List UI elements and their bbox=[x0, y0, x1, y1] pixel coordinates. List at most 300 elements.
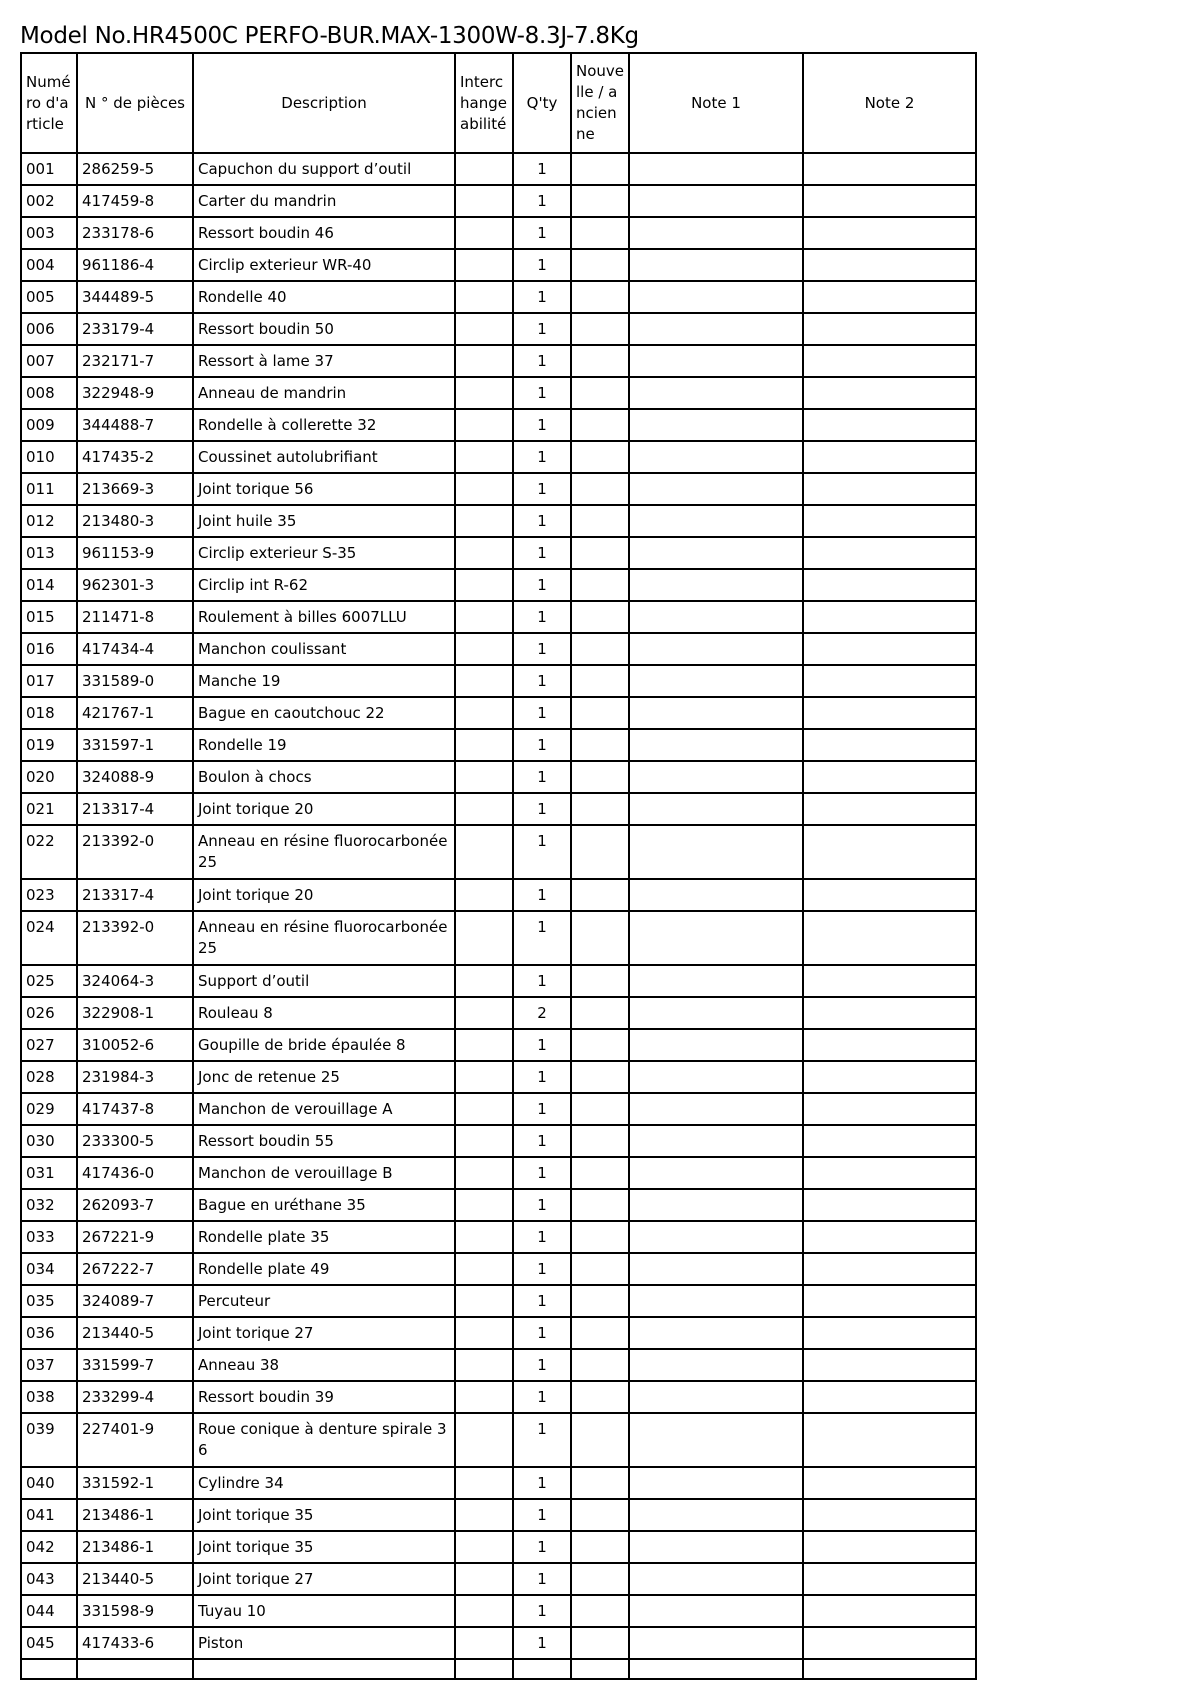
qty-cell: 1 bbox=[513, 1499, 571, 1531]
item-no-cell: 043 bbox=[21, 1563, 77, 1595]
note-2-cell bbox=[803, 1381, 976, 1413]
description-cell: Rondelle plate 49 bbox=[193, 1253, 455, 1285]
note-2-cell bbox=[803, 729, 976, 761]
empty-cell bbox=[77, 1659, 193, 1679]
page-title: Model No.HR4500C PERFO-BUR.MAX-1300W-8.3J-7.8Kg bbox=[20, 23, 639, 49]
part-no-cell: 961186-4 bbox=[77, 249, 193, 281]
interchangeability-cell bbox=[455, 1531, 513, 1563]
note-2-cell bbox=[803, 601, 976, 633]
description-cell: Circlip int R-62 bbox=[193, 569, 455, 601]
table-row bbox=[21, 1189, 976, 1221]
qty-cell: 1 bbox=[513, 965, 571, 997]
interchangeability-cell bbox=[455, 281, 513, 313]
qty-cell: 1 bbox=[513, 1563, 571, 1595]
note-1-cell bbox=[629, 1627, 803, 1659]
new-old-cell bbox=[571, 601, 629, 633]
item-no-cell: 026 bbox=[21, 997, 77, 1029]
qty-cell: 1 bbox=[513, 825, 571, 879]
parts-table-body bbox=[21, 153, 976, 1679]
part-no-cell: 331597-1 bbox=[77, 729, 193, 761]
new-old-cell bbox=[571, 217, 629, 249]
description-cell: Joint torique 20 bbox=[193, 793, 455, 825]
item-no-cell: 014 bbox=[21, 569, 77, 601]
table-row bbox=[21, 633, 976, 665]
note-2-cell bbox=[803, 793, 976, 825]
new-old-cell bbox=[571, 729, 629, 761]
table-row bbox=[21, 281, 976, 313]
interchangeability-cell bbox=[455, 345, 513, 377]
description-cell: Percuteur bbox=[193, 1285, 455, 1317]
table-row bbox=[21, 153, 976, 185]
table-row bbox=[21, 1531, 976, 1563]
note-2-cell bbox=[803, 441, 976, 473]
table-row bbox=[21, 1221, 976, 1253]
note-1-cell bbox=[629, 965, 803, 997]
item-no-cell: 045 bbox=[21, 1627, 77, 1659]
note-1-cell bbox=[629, 911, 803, 965]
description-cell: Bague en uréthane 35 bbox=[193, 1189, 455, 1221]
interchangeability-cell bbox=[455, 377, 513, 409]
note-1-cell bbox=[629, 825, 803, 879]
interchangeability-cell bbox=[455, 1381, 513, 1413]
part-no-cell: 324089-7 bbox=[77, 1285, 193, 1317]
interchangeability-cell bbox=[455, 633, 513, 665]
description-cell: Rouleau 8 bbox=[193, 997, 455, 1029]
item-no-cell: 020 bbox=[21, 761, 77, 793]
new-old-cell bbox=[571, 1627, 629, 1659]
table-row-continued bbox=[21, 1659, 976, 1679]
table-row bbox=[21, 911, 976, 965]
note-1-cell bbox=[629, 345, 803, 377]
qty-cell: 1 bbox=[513, 1413, 571, 1467]
item-no-cell: 022 bbox=[21, 825, 77, 879]
new-old-cell bbox=[571, 505, 629, 537]
interchangeability-cell bbox=[455, 697, 513, 729]
new-old-cell bbox=[571, 569, 629, 601]
table-row bbox=[21, 1125, 976, 1157]
interchangeability-cell bbox=[455, 217, 513, 249]
interchangeability-cell bbox=[455, 1125, 513, 1157]
item-no-cell: 002 bbox=[21, 185, 77, 217]
header-note-2: Note 2 bbox=[803, 53, 976, 153]
description-cell: Anneau de mandrin bbox=[193, 377, 455, 409]
note-2-cell bbox=[803, 1563, 976, 1595]
description-cell: Cylindre 34 bbox=[193, 1467, 455, 1499]
qty-cell: 1 bbox=[513, 473, 571, 505]
item-no-cell: 010 bbox=[21, 441, 77, 473]
item-no-cell: 003 bbox=[21, 217, 77, 249]
qty-cell: 1 bbox=[513, 1349, 571, 1381]
interchangeability-cell bbox=[455, 249, 513, 281]
interchangeability-cell bbox=[455, 879, 513, 911]
interchangeability-cell bbox=[455, 1253, 513, 1285]
note-1-cell bbox=[629, 473, 803, 505]
item-no-cell: 016 bbox=[21, 633, 77, 665]
item-no-cell: 040 bbox=[21, 1467, 77, 1499]
new-old-cell bbox=[571, 911, 629, 965]
qty-cell: 1 bbox=[513, 729, 571, 761]
description-cell: Jonc de retenue 25 bbox=[193, 1061, 455, 1093]
interchangeability-cell bbox=[455, 153, 513, 185]
qty-cell: 1 bbox=[513, 153, 571, 185]
interchangeability-cell bbox=[455, 1595, 513, 1627]
header-part-no: N ° de pièces bbox=[77, 53, 193, 153]
item-no-cell: 031 bbox=[21, 1157, 77, 1189]
qty-cell: 1 bbox=[513, 569, 571, 601]
new-old-cell bbox=[571, 1253, 629, 1285]
part-no-cell: 233299-4 bbox=[77, 1381, 193, 1413]
part-no-cell: 213317-4 bbox=[77, 793, 193, 825]
note-2-cell bbox=[803, 1531, 976, 1563]
new-old-cell bbox=[571, 249, 629, 281]
qty-cell: 1 bbox=[513, 1157, 571, 1189]
table-row bbox=[21, 1413, 976, 1467]
new-old-cell bbox=[571, 1093, 629, 1125]
item-no-cell: 017 bbox=[21, 665, 77, 697]
note-2-cell bbox=[803, 1499, 976, 1531]
new-old-cell bbox=[571, 1531, 629, 1563]
table-row bbox=[21, 217, 976, 249]
table-row bbox=[21, 345, 976, 377]
new-old-cell bbox=[571, 409, 629, 441]
note-2-cell bbox=[803, 1125, 976, 1157]
table-row bbox=[21, 965, 976, 997]
note-1-cell bbox=[629, 377, 803, 409]
table-row bbox=[21, 1349, 976, 1381]
description-cell: Ressort boudin 46 bbox=[193, 217, 455, 249]
note-1-cell bbox=[629, 249, 803, 281]
note-1-cell bbox=[629, 1595, 803, 1627]
part-no-cell: 417435-2 bbox=[77, 441, 193, 473]
description-cell: Boulon à chocs bbox=[193, 761, 455, 793]
description-cell: Piston bbox=[193, 1627, 455, 1659]
interchangeability-cell bbox=[455, 911, 513, 965]
qty-cell: 2 bbox=[513, 997, 571, 1029]
part-no-cell: 213440-5 bbox=[77, 1317, 193, 1349]
note-1-cell bbox=[629, 665, 803, 697]
new-old-cell bbox=[571, 1413, 629, 1467]
interchangeability-cell bbox=[455, 1285, 513, 1317]
qty-cell: 1 bbox=[513, 911, 571, 965]
table-row bbox=[21, 665, 976, 697]
description-cell: Ressort à lame 37 bbox=[193, 345, 455, 377]
item-no-cell: 033 bbox=[21, 1221, 77, 1253]
interchangeability-cell bbox=[455, 1317, 513, 1349]
part-no-cell: 421767-1 bbox=[77, 697, 193, 729]
note-1-cell bbox=[629, 633, 803, 665]
item-no-cell: 008 bbox=[21, 377, 77, 409]
description-cell: Roue conique à denture spirale 36 bbox=[193, 1413, 455, 1467]
note-2-cell bbox=[803, 569, 976, 601]
description-cell: Manchon de verouillage B bbox=[193, 1157, 455, 1189]
table-row bbox=[21, 1381, 976, 1413]
description-cell: Joint torique 35 bbox=[193, 1499, 455, 1531]
new-old-cell bbox=[571, 473, 629, 505]
table-row bbox=[21, 1563, 976, 1595]
new-old-cell bbox=[571, 1317, 629, 1349]
interchangeability-cell bbox=[455, 997, 513, 1029]
header-new-old: Nouvelle / ancienne bbox=[571, 53, 629, 153]
new-old-cell bbox=[571, 185, 629, 217]
interchangeability-cell bbox=[455, 825, 513, 879]
note-1-cell bbox=[629, 281, 803, 313]
note-1-cell bbox=[629, 761, 803, 793]
note-1-cell bbox=[629, 1285, 803, 1317]
empty-cell bbox=[455, 1659, 513, 1679]
note-2-cell bbox=[803, 1595, 976, 1627]
note-2-cell bbox=[803, 761, 976, 793]
item-no-cell: 027 bbox=[21, 1029, 77, 1061]
part-no-cell: 417434-4 bbox=[77, 633, 193, 665]
note-1-cell bbox=[629, 1499, 803, 1531]
item-no-cell: 013 bbox=[21, 537, 77, 569]
empty-cell bbox=[21, 1659, 77, 1679]
description-cell: Joint torique 27 bbox=[193, 1317, 455, 1349]
description-cell: Manche 19 bbox=[193, 665, 455, 697]
part-no-cell: 417436-0 bbox=[77, 1157, 193, 1189]
description-cell: Circlip exterieur WR-40 bbox=[193, 249, 455, 281]
qty-cell: 1 bbox=[513, 1253, 571, 1285]
description-cell: Ressort boudin 50 bbox=[193, 313, 455, 345]
new-old-cell bbox=[571, 313, 629, 345]
description-cell: Rondelle 40 bbox=[193, 281, 455, 313]
note-2-cell bbox=[803, 1061, 976, 1093]
part-no-cell: 961153-9 bbox=[77, 537, 193, 569]
part-no-cell: 267222-7 bbox=[77, 1253, 193, 1285]
description-cell: Goupille de bride épaulée 8 bbox=[193, 1029, 455, 1061]
new-old-cell bbox=[571, 1157, 629, 1189]
note-2-cell bbox=[803, 633, 976, 665]
parts-table bbox=[20, 52, 977, 1680]
item-no-cell: 005 bbox=[21, 281, 77, 313]
qty-cell: 1 bbox=[513, 313, 571, 345]
item-no-cell: 024 bbox=[21, 911, 77, 965]
note-1-cell bbox=[629, 1189, 803, 1221]
table-row bbox=[21, 601, 976, 633]
header-item-no: Numéro d'article bbox=[21, 53, 77, 153]
note-2-cell bbox=[803, 965, 976, 997]
note-2-cell bbox=[803, 1413, 976, 1467]
part-no-cell: 267221-9 bbox=[77, 1221, 193, 1253]
item-no-cell: 036 bbox=[21, 1317, 77, 1349]
description-cell: Anneau en résine fluorocarbonée 25 bbox=[193, 911, 455, 965]
part-no-cell: 233300-5 bbox=[77, 1125, 193, 1157]
new-old-cell bbox=[571, 377, 629, 409]
description-cell: Manchon de verouillage A bbox=[193, 1093, 455, 1125]
note-1-cell bbox=[629, 1157, 803, 1189]
part-no-cell: 213486-1 bbox=[77, 1531, 193, 1563]
description-cell: Joint torique 56 bbox=[193, 473, 455, 505]
description-cell: Support d’outil bbox=[193, 965, 455, 997]
new-old-cell bbox=[571, 153, 629, 185]
note-2-cell bbox=[803, 1221, 976, 1253]
empty-cell bbox=[803, 1659, 976, 1679]
interchangeability-cell bbox=[455, 1499, 513, 1531]
new-old-cell bbox=[571, 537, 629, 569]
new-old-cell bbox=[571, 1029, 629, 1061]
interchangeability-cell bbox=[455, 1563, 513, 1595]
note-2-cell bbox=[803, 1285, 976, 1317]
note-1-cell bbox=[629, 1317, 803, 1349]
new-old-cell bbox=[571, 761, 629, 793]
note-1-cell bbox=[629, 1349, 803, 1381]
new-old-cell bbox=[571, 1499, 629, 1531]
qty-cell: 1 bbox=[513, 1627, 571, 1659]
part-no-cell: 417459-8 bbox=[77, 185, 193, 217]
qty-cell: 1 bbox=[513, 185, 571, 217]
qty-cell: 1 bbox=[513, 1061, 571, 1093]
item-no-cell: 042 bbox=[21, 1531, 77, 1563]
note-1-cell bbox=[629, 997, 803, 1029]
qty-cell: 1 bbox=[513, 537, 571, 569]
qty-cell: 1 bbox=[513, 249, 571, 281]
table-row bbox=[21, 473, 976, 505]
note-1-cell bbox=[629, 601, 803, 633]
table-row bbox=[21, 825, 976, 879]
note-2-cell bbox=[803, 1627, 976, 1659]
qty-cell: 1 bbox=[513, 601, 571, 633]
new-old-cell bbox=[571, 1061, 629, 1093]
description-cell: Joint torique 20 bbox=[193, 879, 455, 911]
table-row bbox=[21, 1253, 976, 1285]
table-row bbox=[21, 313, 976, 345]
part-no-cell: 231984-3 bbox=[77, 1061, 193, 1093]
item-no-cell: 039 bbox=[21, 1413, 77, 1467]
qty-cell: 1 bbox=[513, 1221, 571, 1253]
item-no-cell: 015 bbox=[21, 601, 77, 633]
note-1-cell bbox=[629, 1531, 803, 1563]
new-old-cell bbox=[571, 1595, 629, 1627]
item-no-cell: 019 bbox=[21, 729, 77, 761]
note-1-cell bbox=[629, 1125, 803, 1157]
part-no-cell: 213440-5 bbox=[77, 1563, 193, 1595]
table-row bbox=[21, 1093, 976, 1125]
note-1-cell bbox=[629, 441, 803, 473]
note-1-cell bbox=[629, 1381, 803, 1413]
interchangeability-cell bbox=[455, 1029, 513, 1061]
table-row bbox=[21, 1499, 976, 1531]
item-no-cell: 021 bbox=[21, 793, 77, 825]
interchangeability-cell bbox=[455, 1221, 513, 1253]
note-1-cell bbox=[629, 569, 803, 601]
note-2-cell bbox=[803, 409, 976, 441]
interchangeability-cell bbox=[455, 185, 513, 217]
item-no-cell: 023 bbox=[21, 879, 77, 911]
interchangeability-cell bbox=[455, 601, 513, 633]
item-no-cell: 035 bbox=[21, 1285, 77, 1317]
empty-cell bbox=[193, 1659, 455, 1679]
table-row bbox=[21, 761, 976, 793]
part-no-cell: 211471-8 bbox=[77, 601, 193, 633]
qty-cell: 1 bbox=[513, 377, 571, 409]
table-row bbox=[21, 697, 976, 729]
part-no-cell: 344489-5 bbox=[77, 281, 193, 313]
table-row bbox=[21, 1627, 976, 1659]
qty-cell: 1 bbox=[513, 1125, 571, 1157]
note-2-cell bbox=[803, 1349, 976, 1381]
qty-cell: 1 bbox=[513, 761, 571, 793]
note-2-cell bbox=[803, 879, 976, 911]
note-2-cell bbox=[803, 1467, 976, 1499]
interchangeability-cell bbox=[455, 537, 513, 569]
note-1-cell bbox=[629, 313, 803, 345]
note-1-cell bbox=[629, 153, 803, 185]
note-2-cell bbox=[803, 505, 976, 537]
part-no-cell: 331592-1 bbox=[77, 1467, 193, 1499]
table-row bbox=[21, 1061, 976, 1093]
description-cell: Anneau en résine fluorocarbonée 25 bbox=[193, 825, 455, 879]
note-1-cell bbox=[629, 217, 803, 249]
table-row bbox=[21, 505, 976, 537]
qty-cell: 1 bbox=[513, 793, 571, 825]
note-1-cell bbox=[629, 729, 803, 761]
note-1-cell bbox=[629, 1061, 803, 1093]
qty-cell: 1 bbox=[513, 441, 571, 473]
part-no-cell: 324088-9 bbox=[77, 761, 193, 793]
interchangeability-cell bbox=[455, 1349, 513, 1381]
interchangeability-cell bbox=[455, 665, 513, 697]
part-no-cell: 213486-1 bbox=[77, 1499, 193, 1531]
description-cell: Rondelle plate 35 bbox=[193, 1221, 455, 1253]
part-no-cell: 322908-1 bbox=[77, 997, 193, 1029]
interchangeability-cell bbox=[455, 1061, 513, 1093]
note-2-cell bbox=[803, 997, 976, 1029]
new-old-cell bbox=[571, 1125, 629, 1157]
item-no-cell: 025 bbox=[21, 965, 77, 997]
note-2-cell bbox=[803, 537, 976, 569]
interchangeability-cell bbox=[455, 505, 513, 537]
item-no-cell: 029 bbox=[21, 1093, 77, 1125]
note-1-cell bbox=[629, 537, 803, 569]
interchangeability-cell bbox=[455, 313, 513, 345]
qty-cell: 1 bbox=[513, 1531, 571, 1563]
new-old-cell bbox=[571, 1285, 629, 1317]
part-no-cell: 331598-9 bbox=[77, 1595, 193, 1627]
new-old-cell bbox=[571, 441, 629, 473]
table-row bbox=[21, 249, 976, 281]
new-old-cell bbox=[571, 1221, 629, 1253]
new-old-cell bbox=[571, 697, 629, 729]
table-row bbox=[21, 1285, 976, 1317]
item-no-cell: 037 bbox=[21, 1349, 77, 1381]
new-old-cell bbox=[571, 1381, 629, 1413]
note-2-cell bbox=[803, 313, 976, 345]
description-cell: Capuchon du support d’outil bbox=[193, 153, 455, 185]
part-no-cell: 331599-7 bbox=[77, 1349, 193, 1381]
note-1-cell bbox=[629, 505, 803, 537]
part-no-cell: 213392-0 bbox=[77, 825, 193, 879]
table-header-row bbox=[21, 53, 976, 153]
qty-cell: 1 bbox=[513, 505, 571, 537]
description-cell: Bague en caoutchouc 22 bbox=[193, 697, 455, 729]
description-cell: Joint torique 27 bbox=[193, 1563, 455, 1595]
qty-cell: 1 bbox=[513, 281, 571, 313]
description-cell: Joint huile 35 bbox=[193, 505, 455, 537]
part-no-cell: 213317-4 bbox=[77, 879, 193, 911]
interchangeability-cell bbox=[455, 441, 513, 473]
note-2-cell bbox=[803, 1189, 976, 1221]
note-2-cell bbox=[803, 1029, 976, 1061]
table-row bbox=[21, 729, 976, 761]
table-row bbox=[21, 185, 976, 217]
part-no-cell: 233179-4 bbox=[77, 313, 193, 345]
note-1-cell bbox=[629, 409, 803, 441]
interchangeability-cell bbox=[455, 1413, 513, 1467]
interchangeability-cell bbox=[455, 1189, 513, 1221]
item-no-cell: 030 bbox=[21, 1125, 77, 1157]
note-1-cell bbox=[629, 1253, 803, 1285]
description-cell: Rondelle 19 bbox=[193, 729, 455, 761]
